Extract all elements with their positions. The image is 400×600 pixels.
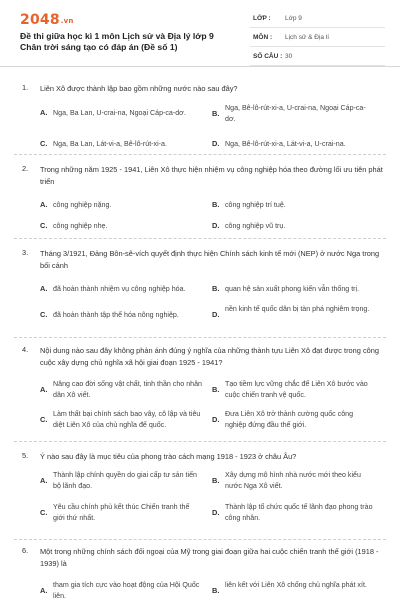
question-text: Một trong những chính sách đối ngoại của Mỹ trong giai đoạn giữa hai cuộc chiến tranh thế giới (1918 - 1939) là — [40, 547, 379, 568]
option-text: quan hệ sản xuất phong kiến vẫn thống trị. — [225, 285, 360, 293]
meta-row-class — [250, 12, 385, 28]
option-letter: A. — [40, 476, 48, 485]
option-text: Nga, Ba Lan, Lát-vi-a, Bê-lô-rút-xi-a. — [53, 140, 167, 148]
question-divider — [14, 337, 386, 338]
option-letter: B. — [212, 109, 220, 118]
option-text: công nghiệp trí tuệ. — [225, 201, 286, 209]
option-text: đã hoàn thành nhiệm vụ công nghiệp hóa. — [53, 285, 186, 293]
option-letter: B. — [212, 385, 220, 394]
option-letter: A. — [40, 385, 48, 394]
question-divider — [14, 539, 386, 540]
question-number: 5. — [22, 451, 29, 460]
option-letter: D. — [212, 221, 220, 230]
meta-value: Lớp 9 — [285, 15, 302, 22]
option-text: liên kết với Liên Xô chống chủ nghĩa phát xít. — [225, 581, 367, 589]
option-text: Thành lập tổ chức quốc tế lãnh đạo phong trào công nhân. — [225, 503, 373, 522]
option-letter: B. — [212, 200, 220, 209]
option-letter: B. — [212, 476, 220, 485]
option-text: Làm thất bại chính sách bao vây, cô lập và tiêu diệt Liên Xô của chủ nghĩa đế quốc. — [53, 410, 201, 429]
option-text: Nga, Bê-lô-rút-xi-a, Lát-vi-a, U-crai-na. — [225, 140, 346, 148]
site-logo[interactable] — [20, 12, 74, 28]
question-text: Tháng 3/1921, Đảng Bôn-sê-vích quyết định thực hiện Chính sách kinh tế mới (NEP) ở nước Nga trong bối cảnh — [40, 249, 380, 270]
logo-suffix: .vn — [60, 17, 74, 25]
question-divider — [14, 154, 386, 155]
question-text: Nội dung nào sau đây không phản ánh đúng ý nghĩa của những thành tựu Liên Xô đạt được trong công cuộc xây dựng chủ nghĩa xã hội giai đoạn 1925 - 1941? — [40, 346, 379, 367]
question-divider — [14, 238, 386, 239]
option-text: Thành lập chính quyền do giai cấp tư sản tiến bộ lãnh đạo. — [53, 471, 197, 490]
question-number: 3. — [22, 248, 29, 257]
option-letter: A. — [40, 586, 48, 595]
option-letter: A. — [40, 284, 48, 293]
option-text: công nghiệp nhẹ. — [53, 222, 108, 230]
document-title: Đề thi giữa học kì 1 môn Lịch sử và Địa lý lớp 9 Chân trời sáng tạo có đáp án (Đề số 1) — [20, 31, 214, 52]
option-letter: C. — [40, 508, 48, 517]
question-text: Liên Xô được thành lập bao gồm những nước nào sau đây? — [40, 84, 238, 93]
option-letter: A. — [40, 200, 48, 209]
document-header — [0, 0, 400, 67]
meta-value: Lịch sử & Địa lí — [285, 34, 330, 41]
option-letter: D. — [212, 310, 220, 319]
option-letter: A. — [40, 108, 48, 117]
option-text: Tạo tiềm lực vững chắc để Liên Xô bước vào cuộc chiến tranh vệ quốc. — [225, 380, 368, 399]
option-letter: D. — [212, 415, 220, 424]
option-letter: C. — [40, 221, 48, 230]
option-text: tham gia tích cực vào hoạt động của Hội Quốc liên. — [53, 581, 200, 600]
meta-panel — [250, 12, 385, 66]
option-letter: C. — [40, 310, 48, 319]
question-number: 6. — [22, 546, 29, 555]
logo-main: 2048 — [20, 12, 60, 28]
meta-value: 30 — [285, 53, 293, 60]
option-text: Nâng cao đời sống vật chất, tinh thần cho nhân dân Xô viết. — [53, 380, 202, 399]
option-text: công nghiệp vũ trụ. — [225, 222, 286, 230]
option-text: đã hoàn thành tập thể hóa nông nghiệp. — [53, 311, 179, 319]
option-text: Yêu cầu chính phủ kết thúc Chiến tranh thế giới thứ nhất. — [53, 503, 190, 522]
meta-label: LỚP : — [253, 15, 271, 22]
option-text: nền kinh tế quốc dân bị tàn phá nghiêm trọng. — [225, 305, 370, 313]
question-number: 1. — [22, 83, 29, 92]
question-divider — [14, 441, 386, 442]
option-letter: C. — [40, 139, 48, 148]
question-number: 2. — [22, 164, 29, 173]
meta-row-subject — [250, 31, 385, 47]
question-text: Ý nào sau đây là mục tiêu của phong trào cách mạng 1918 - 1923 ở châu Âu? — [40, 452, 297, 461]
meta-row-count — [250, 50, 385, 66]
option-letter: B. — [212, 586, 220, 595]
question-number: 4. — [22, 345, 29, 354]
meta-label: SỐ CÂU : — [253, 53, 283, 60]
meta-label: MÔN : — [253, 34, 273, 41]
option-letter: C. — [40, 415, 48, 424]
option-text: Xây dựng mô hình nhà nước mới theo kiểu nước Nga Xô viết. — [225, 471, 361, 490]
option-letter: D. — [212, 508, 220, 517]
option-text: Đưa Liên Xô trở thành cường quốc công nghiệp đứng đầu thế giới. — [225, 410, 354, 429]
option-text: Nga, Ba Lan, U-crai-na, Ngoại Cáp-ca-dơ. — [53, 109, 186, 117]
option-letter: B. — [212, 284, 220, 293]
option-text: Nga, Bê-lô-rút-xi-a, U-crai-na, Ngoại Cáp-ca-dơ. — [225, 104, 366, 123]
option-letter: D. — [212, 139, 220, 148]
question-text: Trong những năm 1925 - 1941, Liên Xô thực hiện nhiệm vụ công nghiệp hóa theo đường lối ưu tiên phát triển — [40, 165, 383, 186]
option-text: công nghiệp nặng. — [53, 201, 112, 209]
